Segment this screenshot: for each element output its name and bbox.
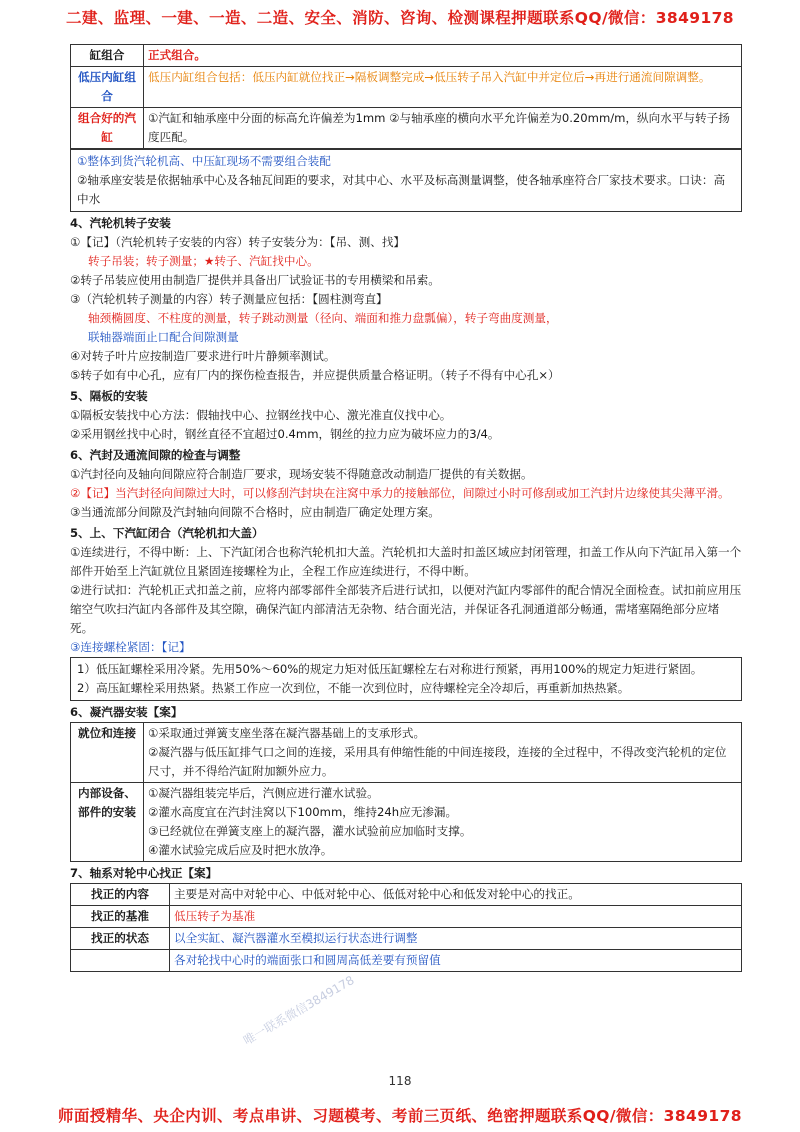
cell-line: ②灌水高度宜在汽封洼窝以下100mm，维持24h应无渗漏。 <box>148 805 458 819</box>
note-line: 1）低压缸螺栓采用冷紧。先用50%～60%的规定力矩对低压缸螺栓左右对称进行预紧，再用100%的规定力矩进行紧固。 <box>77 662 703 676</box>
text-line: ②进行试扣：汽轮机正式扣盖之前，应将内部零部件全部装齐后进行试扣，以便对汽缸内零部件的配合情况全面检查。试扣前应用压缩空气吹扫汽缸内各部件及其空隙，确保汽缸内部清洁无杂物、结合面光洁，并保证各孔洞通道部分畅通，需堵塞隔绝部分应堵死。 <box>70 583 742 635</box>
text-line: 联轴器端面止口配合间隙测量 <box>88 330 239 344</box>
text-line: ③连接螺栓紧固：【记】 <box>70 640 191 654</box>
table-row <box>71 723 742 783</box>
table-cylinder <box>70 44 742 149</box>
text-line: ①汽封径向及轴向间隙应符合制造厂要求，现场安装不得随意改动制造厂提供的有关数据。 <box>70 467 533 481</box>
banner-top: 二建、监理、一建、一造、二造、安全、消防、咨询、检测课程押题联系QQ/微信：3849178 <box>65 9 734 27</box>
row-text: 以全实缸、凝汽器灌水至模拟运行状态进行调整 <box>170 928 742 950</box>
row-label: 找正的内容 <box>71 884 170 906</box>
text-line: ①连续进行，不得中断：上、下汽缸闭合也称汽轮机扣大盖。汽轮机扣大盖时扣盖区域应封闭管理，扣盖工作从向下汽缸吊入第一个部件开始至上汽缸就位且紧固连接螺栓为止，全程工作应连续进行，不得中断。 <box>70 545 742 578</box>
row-label: 找正的基准 <box>71 906 170 928</box>
table-alignment <box>70 883 742 972</box>
row-label: 找正的状态 <box>71 928 170 950</box>
table-row <box>71 950 742 972</box>
row-cell <box>144 723 742 783</box>
text-line: ②采用钢丝找中心时，钢丝直径不宜超过0.4mm，钢丝的拉力应为破坏应力的3/4。 <box>70 427 500 441</box>
section-heading: 6、凝汽器安装【案】 <box>70 705 183 719</box>
table-row <box>71 928 742 950</box>
cell-line: ①采取通过弹簧支座坐落在凝汽器基础上的支承形式。 <box>148 726 426 740</box>
text-line: ④对转子叶片应按制造厂要求进行叶片静频率测试。 <box>70 349 336 363</box>
note-line: 2）高压缸螺栓采用热紧。热紧工作应一次到位，不能一次到位时，应待螺栓完全冷却后，再重新加热热紧。 <box>77 681 630 695</box>
text-line: ③（汽轮机转子测量的内容）转子测量应包括：【圆柱测弯直】 <box>70 292 388 306</box>
banner-bottom: 师面授精华、央企内训、考点串讲、习题模考、考前三页纸、绝密押题联系QQ/微信：3849178 <box>58 1107 742 1125</box>
note-box <box>70 657 742 701</box>
row-text: 各对轮找中心时的端面张口和圆周高低差要有预留值 <box>170 950 742 972</box>
section-heading: 4、汽轮机转子安装 <box>70 216 171 230</box>
row-label: 低压内缸组合 <box>71 67 144 108</box>
cell-line: ②凝汽器与低压缸排气口之间的连接，采用具有伸缩性能的中间连接段，连接的全过程中，不得改变汽轮机的定位尺寸，并不得给汽缸附加额外应力。 <box>148 745 727 778</box>
text-line: 轴颈椭圆度、不柱度的测量，转子跳动测量（径向、端面和推力盘瓢偏），转子弯曲度测量， <box>88 311 558 325</box>
note-line: ②轴承座安装是依据轴承中心及各轴瓦间距的要求，对其中心、水平及标高测量调整，使各轴承座符合厂家技术要求。口诀：高中水 <box>77 173 726 206</box>
text-line: ①【记】（汽轮机转子安装的内容）转子安装分为：【吊、测、找】 <box>70 235 406 249</box>
watermark: 唯一联系微信3849178 <box>241 973 357 1048</box>
row-text: 低压转子为基准 <box>170 906 742 928</box>
row-text: 主要是对高中对轮中心、中低对轮中心、低低对轮中心和低发对轮中心的找正。 <box>170 884 742 906</box>
row-label: 内部设备、部件的安装 <box>71 783 144 862</box>
text-line: ③当通流部分间隙及汽封轴向间隙不合格时，应由制造厂确定处理方案。 <box>70 505 440 519</box>
table-row <box>71 67 742 108</box>
table-row <box>71 45 742 67</box>
row-label: 就位和连接 <box>71 723 144 783</box>
row-text: ①汽缸和轴承座中分面的标高允许偏差为1mm ②与轴承座的横向水平允许偏差为0.20mm/m，纵向水平与转子扬度匹配。 <box>144 108 742 149</box>
cell-line: ④灌水试验完成后应及时把水放净。 <box>148 843 333 857</box>
page-number: 118 <box>388 1074 412 1088</box>
note-line: ①整体到货汽轮机高、中压缸现场不需要组合装配 <box>77 154 331 168</box>
table-row <box>71 884 742 906</box>
section-heading: 7、轴系对轮中心找正【案】 <box>70 866 218 880</box>
table-condenser <box>70 722 742 862</box>
page-body <box>70 44 742 972</box>
row-label: 缸组合 <box>71 45 144 67</box>
cell-line: ③已经就位在弹簧支座上的凝汽器，灌水试验前应加临时支撑。 <box>148 824 472 838</box>
table-row <box>71 783 742 862</box>
table-row <box>71 108 742 149</box>
text-line: ①隔板安装找中心方法：假轴找中心、拉钢丝找中心、激光准直仪找中心。 <box>70 408 452 422</box>
table-row <box>71 906 742 928</box>
text-line: ⑤转子如有中心孔，应有厂内的探伤检查报告，并应提供质量合格证明。（转子不得有中心孔×） <box>70 368 560 382</box>
section-heading: 5、上、下汽缸闭合（汽轮机扣大盖） <box>70 526 264 540</box>
text-line: ②【记】当汽封径向间隙过大时，可以修刮汽封块在注窝中承力的接触部位，间隙过小时可修刮或加工汽封片边缘使其尖薄平滑。 <box>70 486 730 500</box>
text-line: ②转子吊装应使用由制造厂提供并具备出厂试验证书的专用横梁和吊索。 <box>70 273 440 287</box>
row-label <box>71 950 170 972</box>
row-label: 组合好的汽缸 <box>71 108 144 149</box>
cell-line: ①凝汽器组装完毕后，汽侧应进行灌水试验。 <box>148 786 379 800</box>
text-line: 转子吊装；转子测量；★转子、汽缸找中心。 <box>88 254 319 268</box>
row-text: 低压内缸组合包括：低压内缸就位找正→隔板调整完成→低压转子吊入汽缸中并定位后→再进行通流间隙调整。 <box>144 67 742 108</box>
row-cell <box>144 783 742 862</box>
section-heading: 6、汽封及通流间隙的检查与调整 <box>70 448 241 462</box>
row-text: 正式组合。 <box>144 45 742 67</box>
note-box <box>70 149 742 212</box>
section-heading: 5、隔板的安装 <box>70 389 148 403</box>
